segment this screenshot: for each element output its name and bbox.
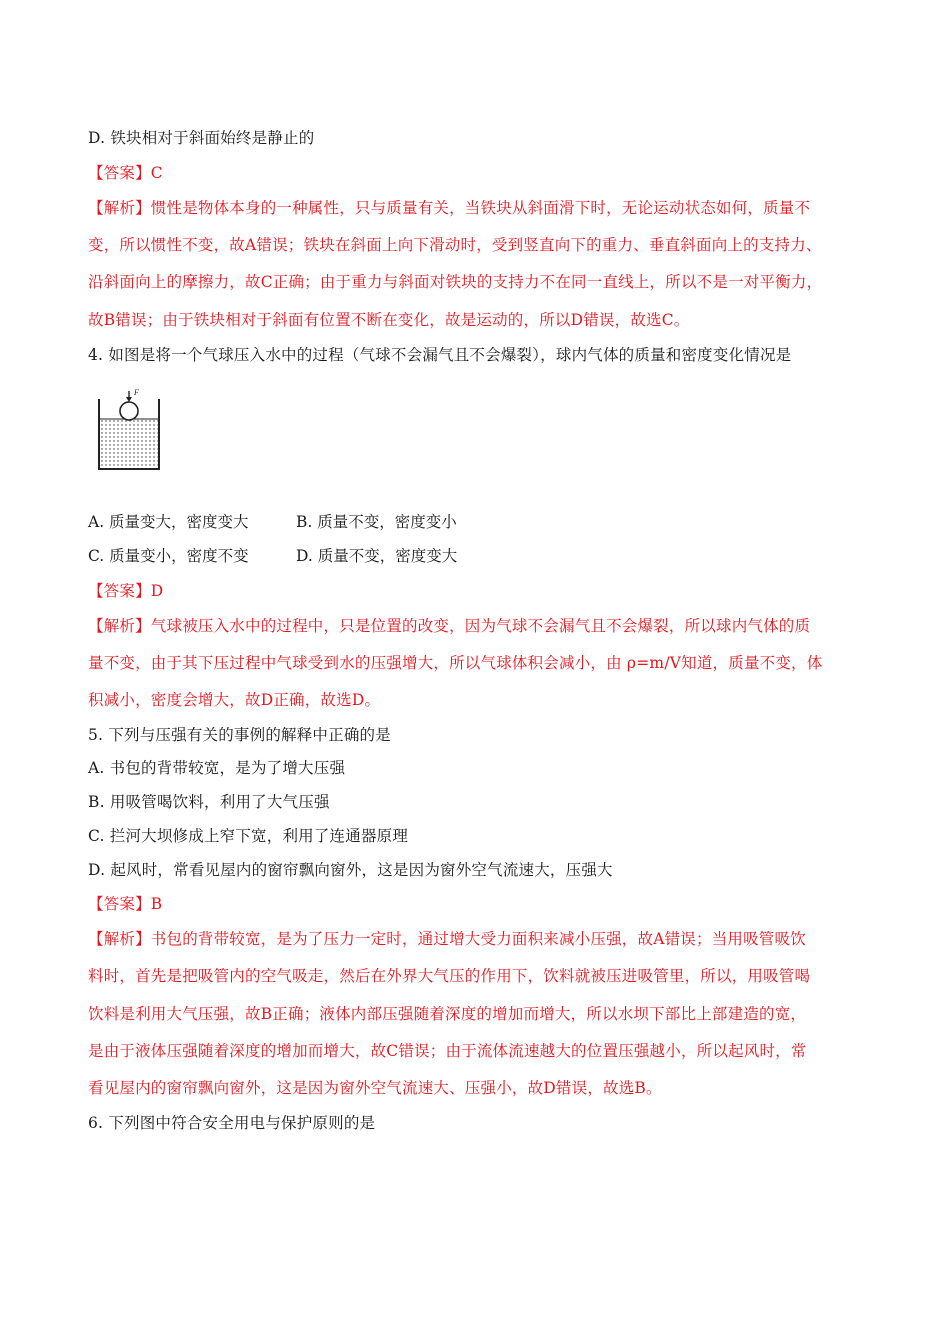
- water-region: [99, 419, 159, 469]
- force-arrow-head: [126, 397, 132, 402]
- q5-analysis-line: 是由于液体压强随着深度的增加而增大，故C错误；由于流体流速越大的位置压强越小，所以起风时，常: [88, 1042, 807, 1060]
- q4-option-b: B. 质量不变，密度变小: [296, 513, 457, 531]
- q5-option-b: B. 用吸管喝饮料，利用了大气压强: [88, 793, 330, 811]
- q5-option-a: A. 书包的背带较宽，是为了增大压强: [88, 759, 346, 777]
- q4-analysis-line: 量不变，由于其下压过程中气球受到水的压强增大，所以气球体积会减小，由 ρ=m/V知道，质量不变，体: [88, 654, 823, 672]
- force-label: F: [134, 388, 139, 397]
- q4-analysis-line: 【解析】气球被压入水中的过程中，只是位置的改变，因为气球不会漏气且不会爆裂，所以球内气体的质: [88, 617, 811, 635]
- q5-analysis-line: 看见屋内的窗帘飘向窗外，这是因为窗外空气流速大、压强小，故D错误，故选B。: [88, 1079, 662, 1097]
- q5-analysis-line: 料时，首先是把吸管内的空气吸走，然后在外界大气压的作用下，饮料就被压进吸管里，所以，用吸管喝: [88, 967, 811, 985]
- q5-option-d: D. 起风时，常看见屋内的窗帘飘向窗外，这是因为窗外空气流速大，压强大: [88, 861, 613, 879]
- q3-analysis-line: 故B错误；由于铁块相对于斜面有位置不断在变化，故是运动的，所以D错误，故选C。: [88, 311, 690, 329]
- q4-option-a: A. 质量变大，密度变大: [88, 513, 249, 531]
- q4-option-d: D. 质量不变，密度变大: [296, 547, 458, 565]
- q3-option-d: D. 铁块相对于斜面始终是静止的: [88, 129, 315, 147]
- q5-analysis-line: 【解析】书包的背带较宽，是为了压力一定时，通过增大受力面积来减小压强，故A错误；当用吸管吸饮: [88, 930, 806, 948]
- balloon: [120, 402, 138, 420]
- q4-options-row: [88, 546, 457, 566]
- q3-analysis-line: 【解析】惯性是物体本身的一种属性，只与质量有关，当铁块从斜面滑下时，无论运动状态如何，质量不: [88, 199, 811, 217]
- q4-analysis-line: 积减小，密度会增大，故D正确，故选D。: [88, 691, 381, 709]
- balloon-in-water-figure: [96, 383, 162, 473]
- q5-answer: 【答案】B: [88, 895, 163, 913]
- q4-answer: 【答案】D: [88, 582, 164, 600]
- q5-option-c: C. 拦河大坝修成上窄下宽，利用了连通器原理: [88, 827, 409, 845]
- q4-stem: 4. 如图是将一个气球压入水中的过程（气球不会漏气且不会爆裂），球内气体的质量和密度变化情况是: [88, 346, 792, 364]
- q4-options-row: [88, 512, 457, 532]
- q4-option-c: C. 质量变小，密度不变: [88, 547, 249, 565]
- q3-analysis-line: 变，所以惯性不变，故A错误；铁块在斜面上向下滑动时，受到竖直向下的重力、垂直斜面向上的支持力、: [88, 236, 822, 254]
- q3-analysis-line: 沿斜面向上的摩擦力，故C正确；由于重力与斜面对铁块的支持力不在同一直线上，所以不是一对平衡力，: [88, 273, 823, 291]
- q3-answer: 【答案】C: [88, 164, 163, 182]
- q6-stem: 6. 下列图中符合安全用电与保护原则的是: [88, 1114, 376, 1132]
- q5-stem: 5. 下列与压强有关的事例的解释中正确的是: [88, 726, 391, 744]
- q5-analysis-line: 饮料是利用大气压强，故B正确；液体内部压强随着深度的增加而增大，所以水坝下部比上部建造的宽，: [88, 1005, 807, 1023]
